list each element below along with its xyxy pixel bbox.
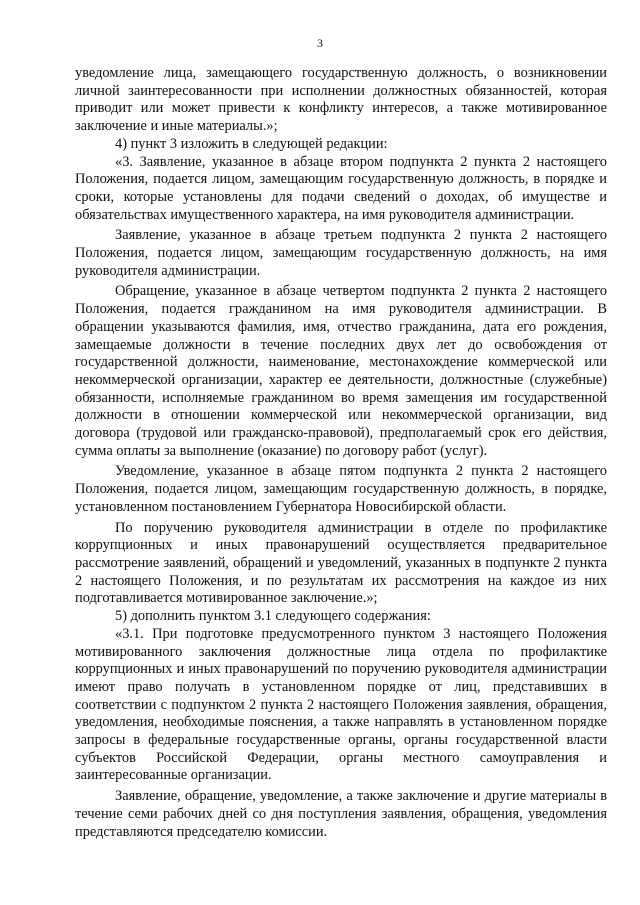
- document-body: [75, 65, 607, 841]
- page-number: 3: [317, 36, 323, 50]
- paragraph-item-5: 5) дополнить пунктом 3.1 следующего содержания:: [115, 608, 431, 625]
- paragraph-statement-third: Заявление, указанное в абзаце третьем подпункта 2 пункта 2 настоящего Положения, подается лицом, замещающим государственную должность, на имя руководителя администрации.: [75, 227, 607, 279]
- paragraph-clause-3: «3. Заявление, указанное в абзаце втором подпункта 2 пункта 2 настоящего Положения, подается лицом, замещающим государственную должность, в порядке и сроки, которые установлены для подачи сведений о доходах, об имуществе и обязательствах имущественного характера, на имя руководителя администрации.: [75, 153, 607, 223]
- paragraph-review: По поручению руководителя администрации в отделе по профилактике коррупционных и иных правонарушений осуществляется предварительное рассмотрение заявлений, обращений и уведомлений, указанных в подпункте 2 пункта 2 настоящего Положения, и по результатам их рассмотрения на каждое из них подготавливается мотивированное заключение.»;: [75, 519, 607, 607]
- paragraph-continuation: уведомление лица, замещающего государственную должность, о возникновении личной заинтересованности при исполнении должностных обязанностей, которая приводит или может привести к конфликту интересов, а также мотивированное заключение и иные материалы.»;: [75, 65, 607, 135]
- paragraph-clause-3-1: «3.1. При подготовке предусмотренного пунктом 3 настоящего Положения мотивированного заключения должностные лица отдела по профилактике коррупционных и иных правонарушений по поручению руководителя администрации имеют право получать в установленном порядке от лиц, представивших в соответствии с подпунктом 2 пункта 2 настоящего Положения заявления, обращения, уведомления, необходимые пояснения, а также направлять в установленном порядке запросы в федеральные государственные органы, органы государственной власти субъектов Российской Федерации, органы местного самоуправления и заинтересованные организации.: [75, 625, 607, 784]
- paragraph-appeal: Обращение, указанное в абзаце четвертом подпункта 2 пункта 2 настоящего Положения, подается гражданином на имя руководителя администрации. В обращении указываются фамилия, имя, отчество гражданина, дата его рождения, замещаемые должности в течение последних двух лет до освобождения от государственной должности, наименование, местонахождение коммерческой или некоммерческой организации, характер ее деятельности, должностные (служебные) обязанности, исполняемые гражданином во время замещения им государственной должности в отношении коммерческой или некоммерческой организации, вид договора (трудовой или гражданско-правовой), предполагаемый срок его действия, сумма оплаты за выполнение (оказание) по договору работ (услуг).: [75, 283, 607, 459]
- paragraph-materials: Заявление, обращение, уведомление, а также заключение и другие материалы в течение семи рабочих дней со дня поступления заявления, обращения, уведомления представляются председателю комиссии.: [75, 788, 607, 840]
- paragraph-item-4: 4) пункт 3 изложить в следующей редакции:: [115, 135, 388, 152]
- paragraph-notification: Уведомление, указанное в абзаце пятом подпункта 2 пункта 2 настоящего Положения, подается лицом, замещающим государственную должность, в порядке, установленном постановлением Губернатора Новосибирской области.: [75, 463, 607, 515]
